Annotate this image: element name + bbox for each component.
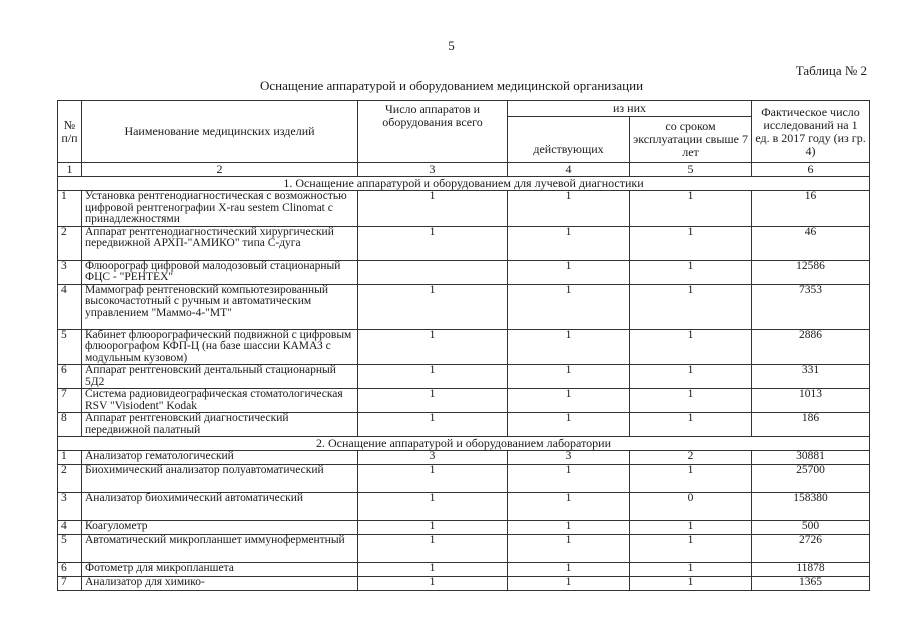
table-label: Таблица № 2 — [795, 63, 867, 78]
row-number: 5 — [58, 535, 82, 563]
row-number: 6 — [58, 563, 82, 577]
over7-count: 1 — [630, 260, 752, 284]
header-studies: Фактическое число исследований на 1 ед. в 2017 году (из гр. 4) — [752, 101, 870, 163]
active-count: 3 — [508, 451, 630, 465]
over7-count: 1 — [630, 365, 752, 389]
active-count: 1 — [508, 284, 630, 329]
active-count: 1 — [508, 389, 630, 413]
active-count: 1 — [508, 365, 630, 389]
studies-count: 500 — [752, 521, 870, 535]
studies-count: 16 — [752, 191, 870, 227]
over7-count: 1 — [630, 577, 752, 591]
active-count: 1 — [508, 521, 630, 535]
row-number: 2 — [58, 465, 82, 493]
studies-count: 25700 — [752, 465, 870, 493]
device-name: Автоматический микропланшет иммуноферментный — [82, 535, 358, 563]
section-header-row — [58, 437, 870, 451]
table-row — [58, 451, 870, 465]
studies-count: 158380 — [752, 493, 870, 521]
over7-count: 1 — [630, 535, 752, 563]
column-number: 1 — [58, 163, 82, 177]
row-number: 5 — [58, 329, 82, 365]
active-count: 1 — [508, 329, 630, 365]
table-row — [58, 413, 870, 437]
table-row — [58, 191, 870, 227]
row-number: 8 — [58, 413, 82, 437]
column-numbers-row — [58, 163, 870, 177]
column-number: 3 — [358, 163, 508, 177]
over7-count: 1 — [630, 284, 752, 329]
studies-count: 12586 — [752, 260, 870, 284]
studies-count: 2726 — [752, 535, 870, 563]
over7-count: 1 — [630, 226, 752, 260]
row-number: 4 — [58, 521, 82, 535]
device-name: Биохимический анализатор полуавтоматический — [82, 465, 358, 493]
studies-count: 186 — [752, 413, 870, 437]
table-row — [58, 521, 870, 535]
over7-count: 1 — [630, 465, 752, 493]
table-row — [58, 563, 870, 577]
header-of-them: из них — [508, 101, 752, 117]
active-count: 1 — [508, 191, 630, 227]
total-count: 1 — [358, 535, 508, 563]
device-name: Анализатор гематологический — [82, 451, 358, 465]
active-count: 1 — [508, 413, 630, 437]
total-count: 1 — [358, 563, 508, 577]
device-name: Маммограф рентгеновский компьютезированный высокочастотный с ручным и автоматическим управлением "Маммо-4-"МТ" — [82, 284, 358, 329]
total-count: 1 — [358, 493, 508, 521]
table-row — [58, 226, 870, 260]
section-title: 1. Оснащение аппаратурой и оборудованием для лучевой диагностики — [58, 177, 870, 191]
studies-count: 1365 — [752, 577, 870, 591]
table-row — [58, 260, 870, 284]
section-header-row — [58, 177, 870, 191]
table-row — [58, 465, 870, 493]
active-count: 1 — [508, 465, 630, 493]
over7-count: 1 — [630, 413, 752, 437]
total-count: 1 — [358, 365, 508, 389]
row-number: 3 — [58, 260, 82, 284]
header-total: Число аппаратов и оборудования всего — [358, 101, 508, 163]
active-count: 1 — [508, 563, 630, 577]
over7-count: 1 — [630, 521, 752, 535]
device-name: Аппарат рентгеновский диагностический передвижной палатный — [82, 413, 358, 437]
row-number: 6 — [58, 365, 82, 389]
over7-count: 1 — [630, 389, 752, 413]
over7-count: 1 — [630, 191, 752, 227]
active-count: 1 — [508, 260, 630, 284]
row-number: 1 — [58, 191, 82, 227]
active-count: 1 — [508, 535, 630, 563]
studies-count: 1013 — [752, 389, 870, 413]
over7-count: 1 — [630, 329, 752, 365]
device-name: Флюорограф цифровой малодозовый стационарный ФЦС - "РЕНТЕХ" — [82, 260, 358, 284]
total-count: 1 — [358, 465, 508, 493]
device-name: Аппарат рентгеновский дентальный стационарный 5Д2 — [82, 365, 358, 389]
total-count: 1 — [358, 413, 508, 437]
section-title: 2. Оснащение аппаратурой и оборудованием лаборатории — [58, 437, 870, 451]
column-number: 6 — [752, 163, 870, 177]
total-count: 1 — [358, 191, 508, 227]
total-count: 1 — [358, 226, 508, 260]
total-count: 3 — [358, 451, 508, 465]
header-name: Наименование медицинских изделий — [82, 101, 358, 163]
table-row — [58, 535, 870, 563]
row-number: 3 — [58, 493, 82, 521]
studies-count: 11878 — [752, 563, 870, 577]
row-number: 2 — [58, 226, 82, 260]
studies-count: 46 — [752, 226, 870, 260]
studies-count: 331 — [752, 365, 870, 389]
column-number: 5 — [630, 163, 752, 177]
device-name: Система радиовидеографическая стоматологическая RSV "Visiodent" Kodak — [82, 389, 358, 413]
over7-count: 0 — [630, 493, 752, 521]
device-name: Коагулометр — [82, 521, 358, 535]
column-number: 2 — [82, 163, 358, 177]
row-number: 1 — [58, 451, 82, 465]
header-num: № п/п — [58, 101, 82, 163]
table-body — [58, 163, 870, 591]
table-row — [58, 284, 870, 329]
row-number: 4 — [58, 284, 82, 329]
studies-count: 30881 — [752, 451, 870, 465]
device-name: Установка рентгенодиагностическая с возможностью цифровой рентгенографии X-rau sestem Clinomat с принадлежностями — [82, 191, 358, 227]
total-count — [358, 260, 508, 284]
over7-count: 1 — [630, 563, 752, 577]
device-name: Фотометр для микропланшета — [82, 563, 358, 577]
column-number: 4 — [508, 163, 630, 177]
equipment-table — [57, 100, 870, 591]
table-row — [58, 493, 870, 521]
row-number: 7 — [58, 577, 82, 591]
header-over7: со сроком эксплуатации свыше 7 лет — [630, 117, 752, 163]
row-number: 7 — [58, 389, 82, 413]
table-row — [58, 577, 870, 591]
studies-count: 7353 — [752, 284, 870, 329]
over7-count: 2 — [630, 451, 752, 465]
device-name: Анализатор биохимический автоматический — [82, 493, 358, 521]
table-row — [58, 389, 870, 413]
active-count: 1 — [508, 493, 630, 521]
device-name: Анализатор для химико- — [82, 577, 358, 591]
active-count: 1 — [508, 226, 630, 260]
device-name: Кабинет флюорографический подвижной с цифровым флюорографом КФП-Ц (на базе шасcии КАМАЗ с модульным кузовом) — [82, 329, 358, 365]
total-count: 1 — [358, 389, 508, 413]
table-row — [58, 329, 870, 365]
header-active: действующих — [508, 117, 630, 163]
active-count: 1 — [508, 577, 630, 591]
studies-count: 2886 — [752, 329, 870, 365]
device-name: Аппарат рентгенодиагностический хирургический передвижной АРХП-"АМИКО" типа С-дуга — [82, 226, 358, 260]
total-count: 1 — [358, 577, 508, 591]
total-count: 1 — [358, 521, 508, 535]
table-row — [58, 365, 870, 389]
total-count: 1 — [358, 284, 508, 329]
document-title: Оснащение аппаратурой и оборудованием медицинской организации — [259, 78, 644, 93]
page-number: 5 — [448, 38, 455, 53]
total-count: 1 — [358, 329, 508, 365]
